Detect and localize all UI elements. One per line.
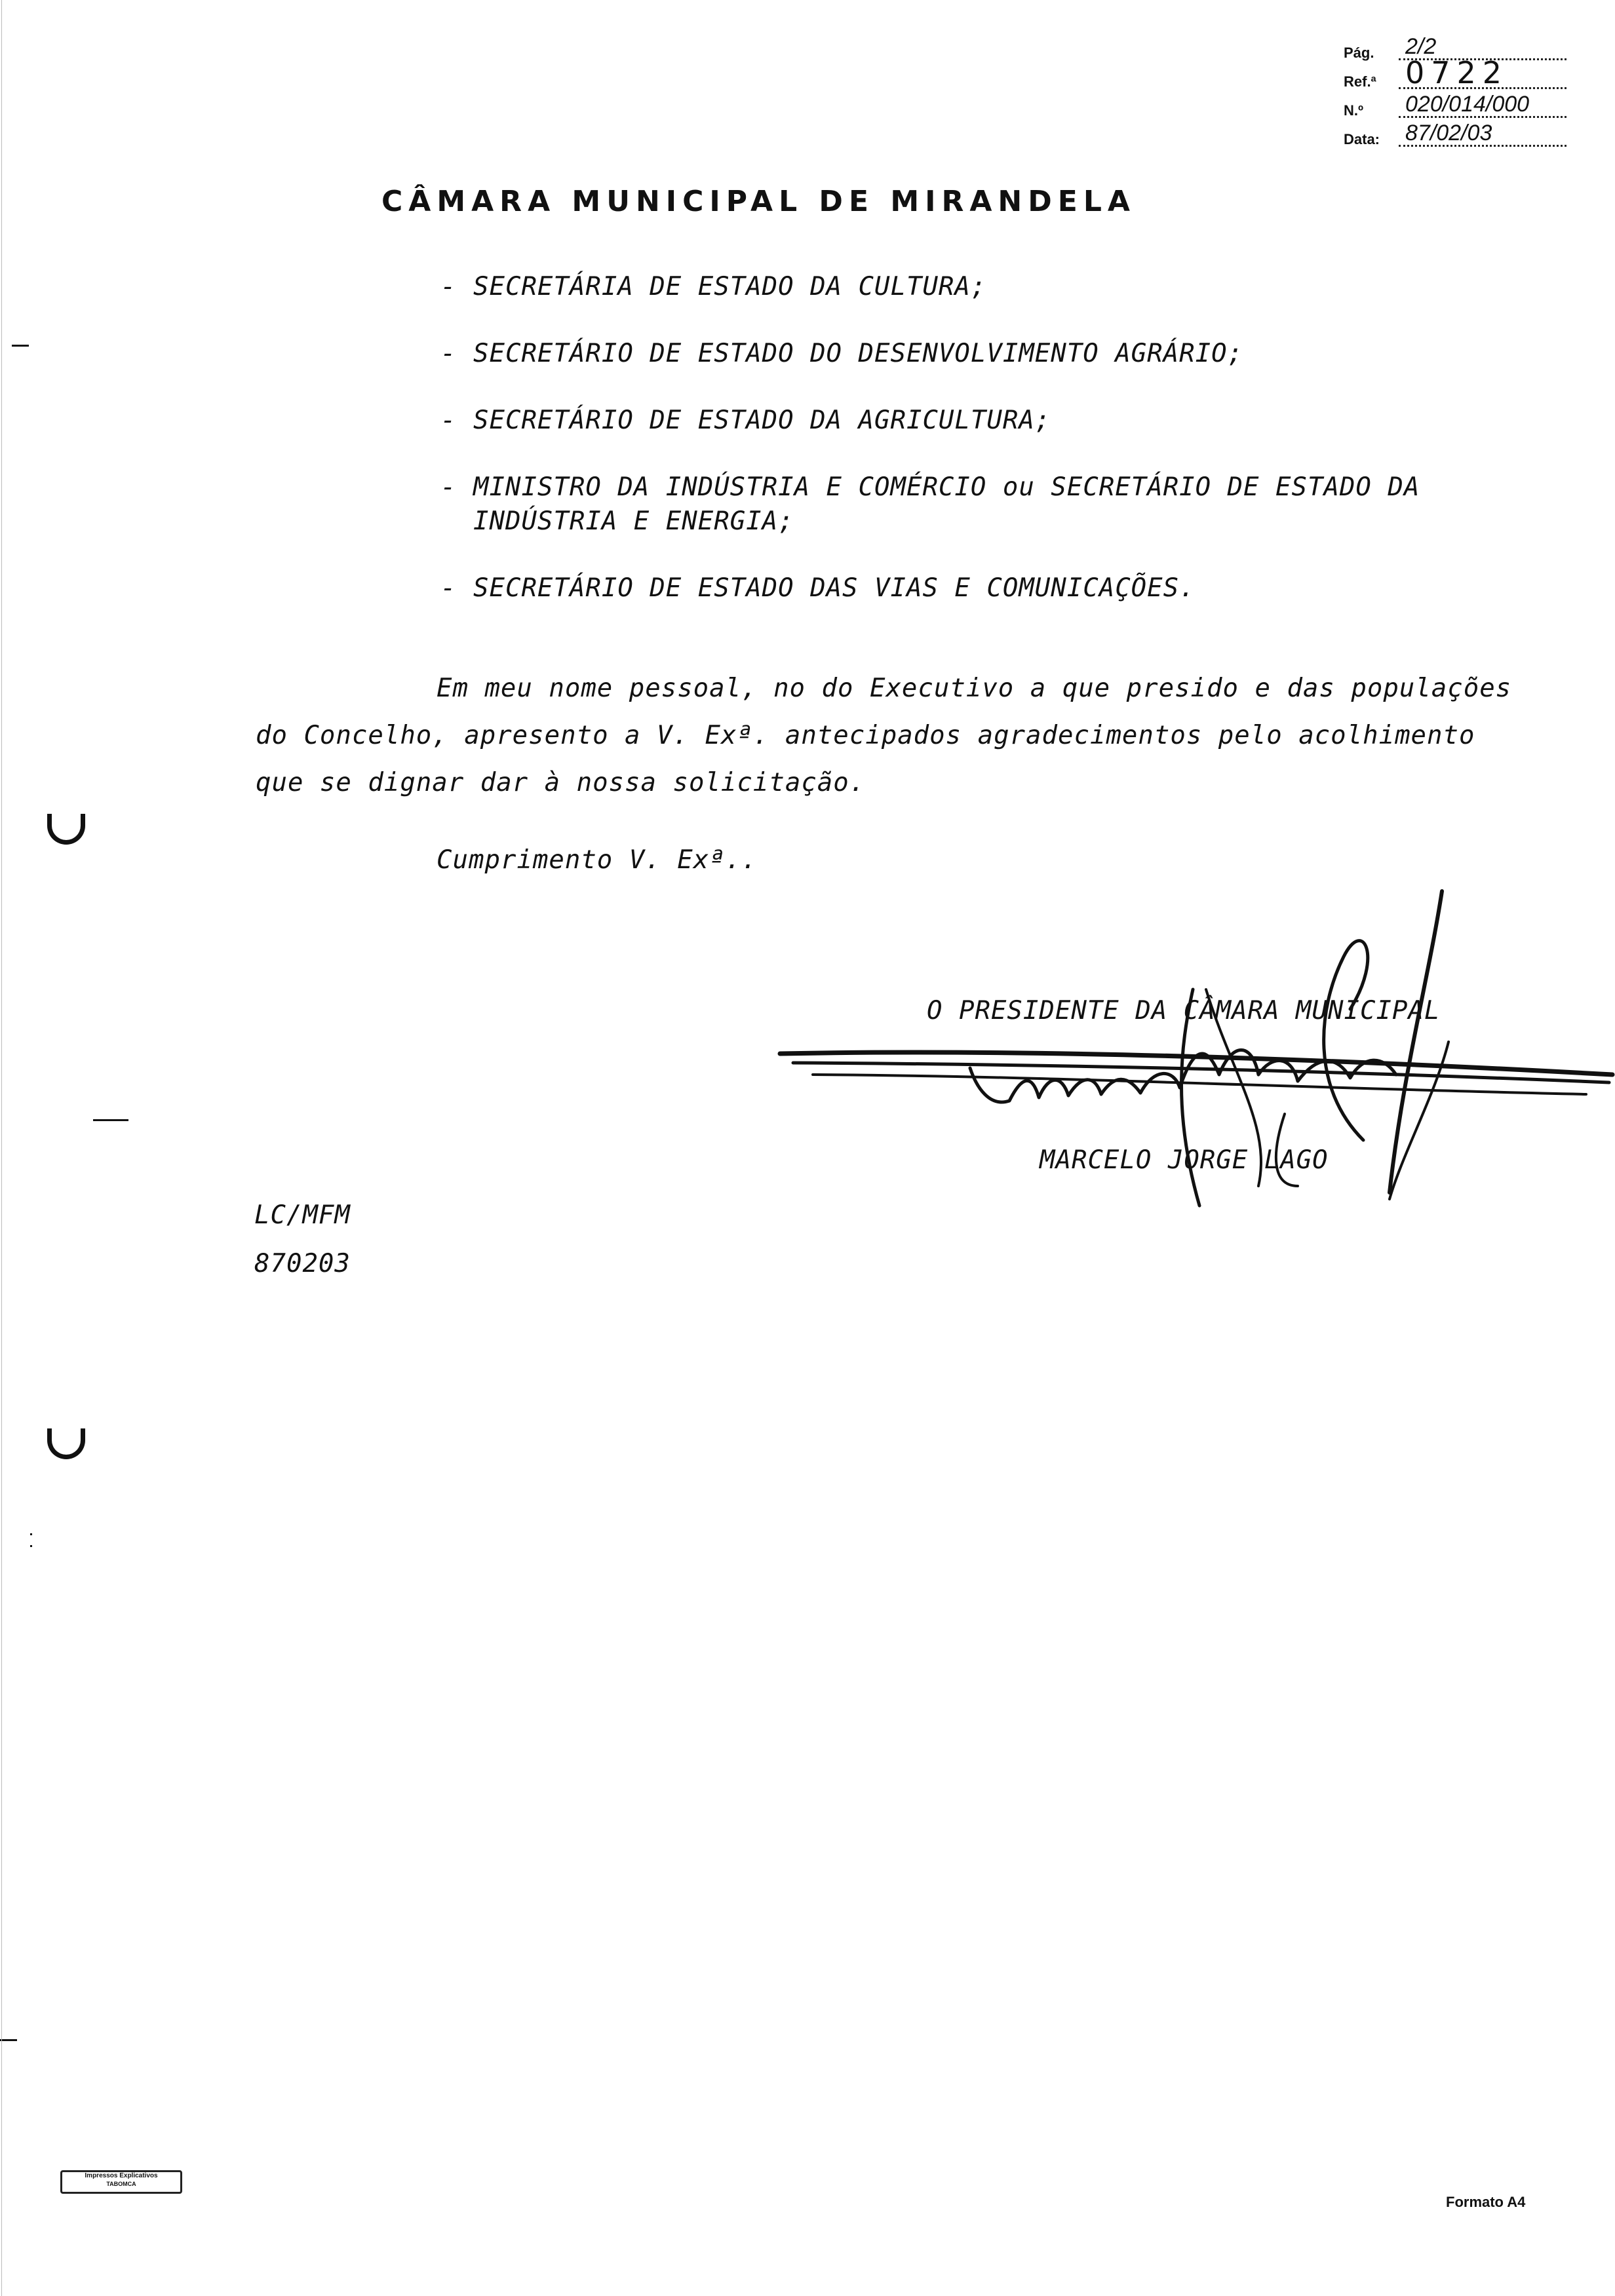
handwritten-signature (773, 878, 1615, 1219)
letterhead-title: CÂMARA MUNICIPAL DE MIRANDELA (381, 185, 1136, 218)
signatory-name: MARCELO JORGE LAGO (1040, 1145, 1329, 1175)
paper-format: Formato A4 (1446, 2194, 1526, 2210)
list-item (440, 270, 1420, 304)
list-item-text: MINISTRO DA INDÚSTRIA E COMÉRCIO ou SECRETÁRIO DE ESTADO DA (473, 472, 1420, 502)
recipients-list (440, 270, 1420, 638)
stamp-line-1: Impressos Explicativos (85, 2172, 158, 2179)
stamp-line-2: TABOMCA (106, 2181, 136, 2187)
closing-text: Cumprimento V. Exª.. (437, 845, 758, 875)
list-item (440, 470, 1420, 539)
margin-dot (30, 1545, 32, 1547)
number-value: 020/014/000 (1399, 92, 1566, 118)
signatory-title: O PRESIDENTE DA CÂMARA MUNICIPAL (927, 996, 1441, 1025)
list-dash: - (440, 406, 457, 435)
list-item-text: SECRETÁRIO DE ESTADO DO DESENVOLVIMENTO AGRÁRIO; (473, 339, 1244, 368)
document-initials: LC/MFM (254, 1200, 351, 1230)
punch-hole-mark (47, 1428, 85, 1459)
list-dash: - (440, 573, 457, 603)
date-row (1344, 118, 1566, 147)
list-item-text-continued: INDÚSTRIA E ENERGIA; (473, 507, 794, 536)
page-number-value: 2/2 (1399, 35, 1566, 60)
fold-mark (0, 2039, 17, 2041)
list-item-text: SECRETÁRIO DE ESTADO DA AGRICULTURA; (473, 406, 1051, 435)
printer-stamp (60, 2170, 182, 2194)
punch-hole-mark (47, 814, 85, 845)
document-code: 870203 (254, 1249, 351, 1278)
list-dash: - (440, 339, 457, 368)
list-item-text: SECRETÁRIO DE ESTADO DAS VIAS E COMUNICAÇÕES. (473, 573, 1196, 603)
list-dash: - (440, 472, 457, 502)
fold-mark (12, 345, 29, 347)
document-reference (254, 1191, 351, 1288)
fold-mark (93, 1119, 128, 1121)
reference-row (1344, 55, 1566, 90)
list-item-text: SECRETÁRIA DE ESTADO DA CULTURA; (473, 272, 987, 301)
date-label: Data: (1344, 131, 1380, 147)
body-line: Em meu nome pessoal, no do Executivo a que presido e das populações (437, 674, 1512, 703)
scan-edge (1, 0, 2, 2296)
reference-block (1344, 31, 1566, 147)
list-item (440, 337, 1420, 371)
reference-label: Ref.ª (1344, 73, 1376, 90)
page-number-label: Pág. (1344, 45, 1374, 61)
body-paragraph (256, 665, 1553, 807)
number-label: N.º (1344, 102, 1364, 119)
list-dash: - (440, 272, 457, 301)
number-row (1344, 89, 1566, 118)
list-item (440, 404, 1420, 438)
body-line: do Concelho, apresento a V. Exª. antecipados agradecimentos pelo acolhimento (256, 721, 1475, 750)
body-line: que se dignar dar à nossa solicitação. (256, 768, 866, 797)
date-value: 87/02/03 (1399, 121, 1566, 147)
reference-value: 0722 (1399, 58, 1566, 89)
list-item (440, 571, 1420, 605)
margin-dot (30, 1533, 32, 1535)
